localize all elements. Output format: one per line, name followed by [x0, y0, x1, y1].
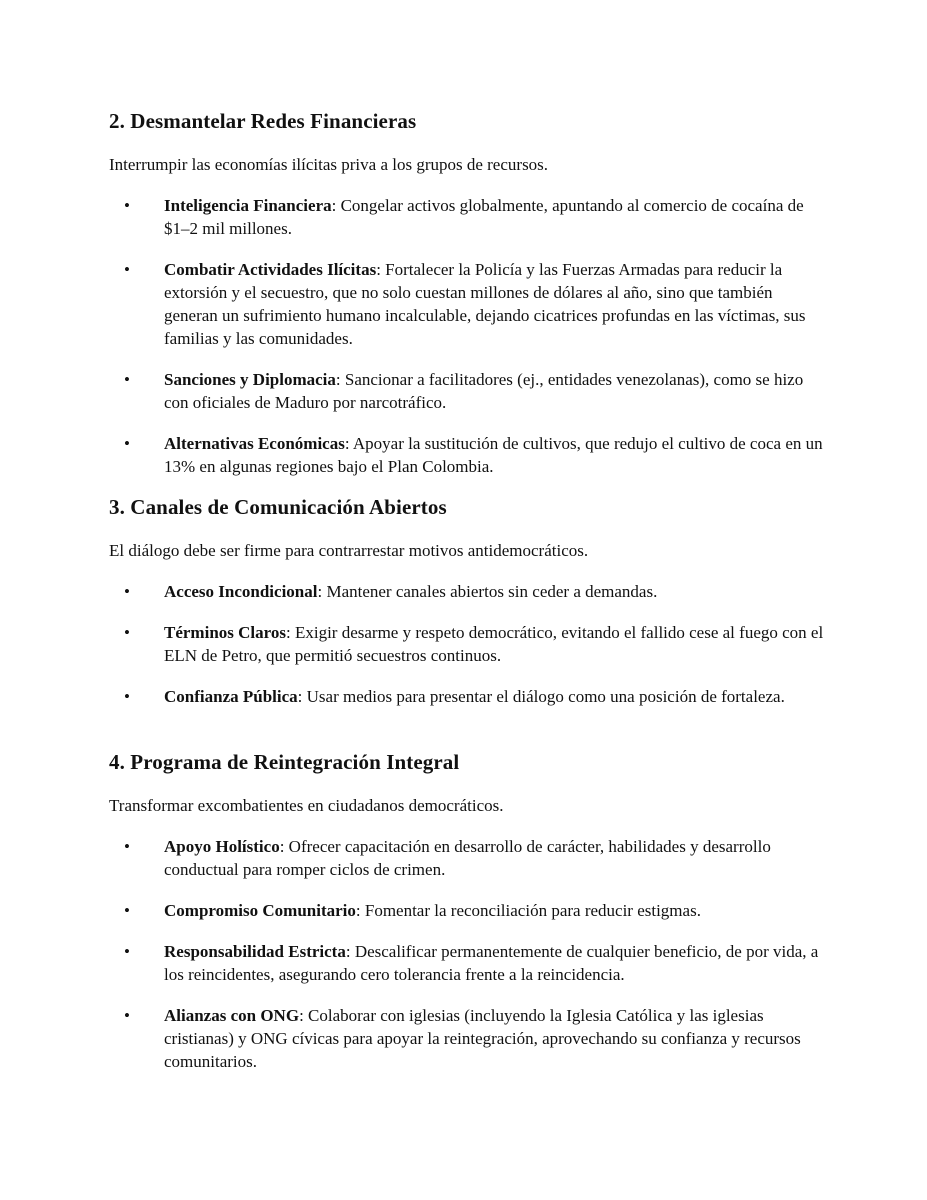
section-financial-networks: [109, 108, 829, 496]
bullet-icon: •: [124, 942, 130, 961]
item-term: Responsabilidad Estricta: [164, 942, 346, 961]
item-text: : Sancionar a facilitadores (ej., entidades venezolanas), como se hizo con oficiales de Maduro por narcotráfico.: [164, 370, 804, 412]
item-term: Alternativas Económicas: [164, 434, 345, 453]
bullet-list: [109, 580, 829, 708]
item-term: Apoyo Holístico: [164, 837, 280, 856]
list-item: [109, 368, 829, 414]
list-item: [109, 258, 829, 350]
section-intro: El diálogo debe ser firme para contrarrestar motivos antidemocráticos.: [109, 541, 589, 560]
item-term: Acceso Incondicional: [164, 582, 318, 601]
bullet-list: [109, 194, 829, 478]
bullet-icon: •: [124, 196, 130, 215]
bullet-icon: •: [124, 1006, 130, 1025]
item-text: : Usar medios para presentar el diálogo como una posición de fortaleza.: [297, 687, 785, 706]
bullet-icon: •: [124, 837, 130, 856]
list-item: [109, 835, 829, 881]
item-term: Términos Claros: [164, 623, 286, 642]
list-item: [109, 580, 829, 603]
item-text: : Mantener canales abiertos sin ceder a demandas.: [317, 582, 658, 601]
bullet-icon: •: [124, 623, 130, 642]
item-text: : Colaborar con iglesias (incluyendo la Iglesia Católica y las iglesias cristianas) y ONG cívicas para apoyar la reintegración, aprovechando su confianza y recursos comunitarios.: [164, 1006, 801, 1071]
list-item: [109, 685, 829, 708]
item-text: : Exigir desarme y respeto democrático, evitando el fallido cese al fuego con el ELN de Petro, que permitió secuestros continuos.: [164, 623, 824, 665]
section-communication-channels: [109, 494, 829, 726]
bullet-icon: •: [124, 260, 130, 279]
item-term: Combatir Actividades Ilícitas: [164, 260, 377, 279]
section-intro: Transformar excombatientes en ciudadanos democráticos.: [109, 796, 504, 815]
list-item: [109, 1004, 829, 1073]
item-text: : Ofrecer capacitación en desarrollo de carácter, habilidades y desarrollo conductual para romper ciclos de crimen.: [164, 837, 771, 879]
item-term: Inteligencia Financiera: [164, 196, 332, 215]
section-heading: 3. Canales de Comunicación Abiertos: [109, 495, 447, 519]
item-text: : Fomentar la reconciliación para reducir estigmas.: [355, 901, 701, 920]
section-reintegration-program: [109, 749, 829, 1091]
item-text: : Apoyar la sustitución de cultivos, que redujo el cultivo de coca en un 13% en algunas regiones bajo el Plan Colombia.: [164, 434, 823, 476]
bullet-icon: •: [124, 434, 130, 453]
bullet-icon: •: [124, 582, 130, 601]
item-term: Sanciones y Diplomacia: [164, 370, 336, 389]
list-item: [109, 899, 829, 922]
item-term: Compromiso Comunitario: [164, 901, 356, 920]
bullet-icon: •: [124, 687, 130, 706]
list-item: [109, 432, 829, 478]
bullet-icon: •: [124, 370, 130, 389]
section-heading: 2. Desmantelar Redes Financieras: [109, 109, 417, 133]
list-item: [109, 940, 829, 986]
item-text: : Congelar activos globalmente, apuntando al comercio de cocaína de $1–2 mil millones.: [164, 196, 804, 238]
bullet-list: [109, 835, 829, 1073]
section-intro: Interrumpir las economías ilícitas priva a los grupos de recursos.: [109, 155, 549, 174]
section-heading: 4. Programa de Reintegración Integral: [109, 750, 460, 774]
list-item: [109, 194, 829, 240]
item-term: Alianzas con ONG: [164, 1006, 300, 1025]
bullet-icon: •: [124, 901, 130, 920]
item-text: : Descalificar permanentemente de cualquier beneficio, de por vida, a los reincidentes, asegurando cero tolerancia frente a la reincidencia.: [164, 942, 819, 984]
item-text: : Fortalecer la Policía y las Fuerzas Armadas para reducir la extorsión y el secuestro, que no solo cuestan millones de dólares al año, sino que también generan un sufrimiento humano incalculable, dejando cicatrices profundas en las víctimas, sus familias y las comunidades.: [164, 260, 806, 348]
item-term: Confianza Pública: [164, 687, 298, 706]
list-item: [109, 621, 829, 667]
